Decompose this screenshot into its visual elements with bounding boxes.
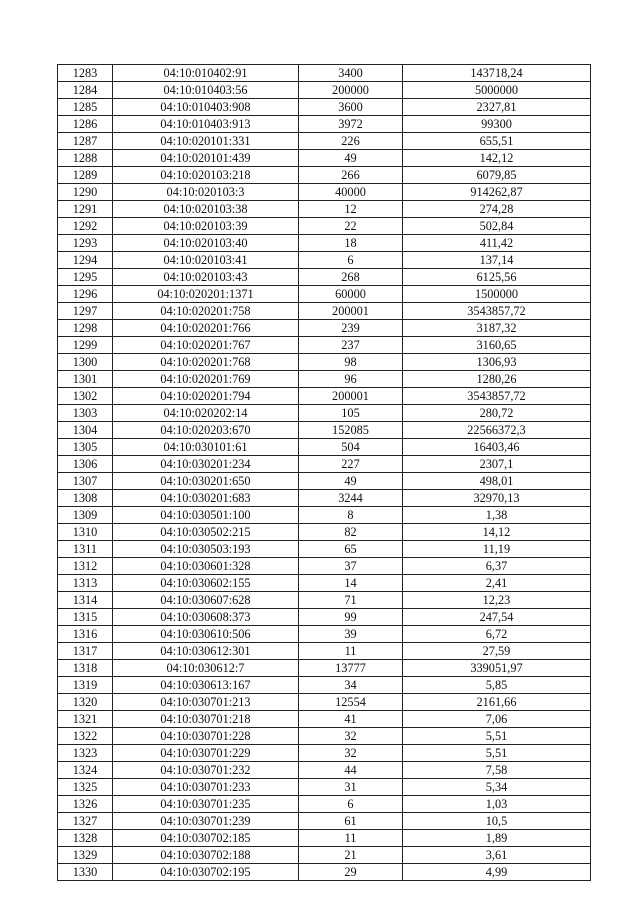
row-number-cell: 1306	[58, 456, 113, 473]
cadastral-number-cell: 04:10:020101:331	[113, 133, 299, 150]
value-cell: 1,38	[403, 507, 591, 524]
quantity-cell: 14	[299, 575, 403, 592]
row-number-cell: 1303	[58, 405, 113, 422]
value-cell: 14,12	[403, 524, 591, 541]
quantity-cell: 32	[299, 728, 403, 745]
row-number-cell: 1328	[58, 830, 113, 847]
quantity-cell: 105	[299, 405, 403, 422]
table-row	[58, 65, 591, 82]
table-row	[58, 847, 591, 864]
quantity-cell: 61	[299, 813, 403, 830]
quantity-cell: 40000	[299, 184, 403, 201]
table-row	[58, 184, 591, 201]
quantity-cell: 12554	[299, 694, 403, 711]
row-number-cell: 1283	[58, 65, 113, 82]
row-number-cell: 1300	[58, 354, 113, 371]
quantity-cell: 39	[299, 626, 403, 643]
cadastral-number-cell: 04:10:020201:758	[113, 303, 299, 320]
cadastral-number-cell: 04:10:020203:670	[113, 422, 299, 439]
row-number-cell: 1304	[58, 422, 113, 439]
table-row	[58, 728, 591, 745]
cadastral-number-cell: 04:10:020103:218	[113, 167, 299, 184]
cadastral-number-cell: 04:10:020201:768	[113, 354, 299, 371]
row-number-cell: 1298	[58, 320, 113, 337]
table-row	[58, 303, 591, 320]
table-row	[58, 252, 591, 269]
value-cell: 498,01	[403, 473, 591, 490]
quantity-cell: 44	[299, 762, 403, 779]
cadastral-number-cell: 04:10:020201:766	[113, 320, 299, 337]
table-row	[58, 711, 591, 728]
value-cell: 1,03	[403, 796, 591, 813]
value-cell: 32970,13	[403, 490, 591, 507]
row-number-cell: 1294	[58, 252, 113, 269]
quantity-cell: 268	[299, 269, 403, 286]
value-cell: 16403,46	[403, 439, 591, 456]
cadastral-number-cell: 04:10:030201:683	[113, 490, 299, 507]
cadastral-number-cell: 04:10:030607:628	[113, 592, 299, 609]
row-number-cell: 1299	[58, 337, 113, 354]
row-number-cell: 1286	[58, 116, 113, 133]
quantity-cell: 6	[299, 796, 403, 813]
row-number-cell: 1320	[58, 694, 113, 711]
quantity-cell: 96	[299, 371, 403, 388]
cadastral-number-cell: 04:10:030701:239	[113, 813, 299, 830]
value-cell: 12,23	[403, 592, 591, 609]
quantity-cell: 266	[299, 167, 403, 184]
value-cell: 137,14	[403, 252, 591, 269]
row-number-cell: 1292	[58, 218, 113, 235]
quantity-cell: 82	[299, 524, 403, 541]
value-cell: 3543857,72	[403, 303, 591, 320]
row-number-cell: 1305	[58, 439, 113, 456]
table-row	[58, 116, 591, 133]
row-number-cell: 1329	[58, 847, 113, 864]
cadastral-number-cell: 04:10:030701:233	[113, 779, 299, 796]
land-registry-table	[57, 64, 591, 881]
value-cell: 142,12	[403, 150, 591, 167]
quantity-cell: 13777	[299, 660, 403, 677]
quantity-cell: 32	[299, 745, 403, 762]
value-cell: 6125,56	[403, 269, 591, 286]
value-cell: 247,54	[403, 609, 591, 626]
quantity-cell: 37	[299, 558, 403, 575]
table-row	[58, 337, 591, 354]
value-cell: 914262,87	[403, 184, 591, 201]
table-row	[58, 456, 591, 473]
row-number-cell: 1307	[58, 473, 113, 490]
value-cell: 2327,81	[403, 99, 591, 116]
quantity-cell: 18	[299, 235, 403, 252]
value-cell: 5,34	[403, 779, 591, 796]
cadastral-number-cell: 04:10:020201:1371	[113, 286, 299, 303]
cadastral-number-cell: 04:10:020103:43	[113, 269, 299, 286]
cadastral-number-cell: 04:10:010403:908	[113, 99, 299, 116]
table-row	[58, 796, 591, 813]
row-number-cell: 1316	[58, 626, 113, 643]
value-cell: 411,42	[403, 235, 591, 252]
row-number-cell: 1310	[58, 524, 113, 541]
quantity-cell: 21	[299, 847, 403, 864]
value-cell: 655,51	[403, 133, 591, 150]
cadastral-number-cell: 04:10:020103:3	[113, 184, 299, 201]
quantity-cell: 227	[299, 456, 403, 473]
cadastral-number-cell: 04:10:030608:373	[113, 609, 299, 626]
table-body	[58, 65, 591, 881]
cadastral-number-cell: 04:10:030201:234	[113, 456, 299, 473]
row-number-cell: 1324	[58, 762, 113, 779]
row-number-cell: 1290	[58, 184, 113, 201]
value-cell: 3543857,72	[403, 388, 591, 405]
cadastral-number-cell: 04:10:030701:213	[113, 694, 299, 711]
value-cell: 5,51	[403, 745, 591, 762]
row-number-cell: 1313	[58, 575, 113, 592]
row-number-cell: 1322	[58, 728, 113, 745]
row-number-cell: 1317	[58, 643, 113, 660]
table-row	[58, 82, 591, 99]
quantity-cell: 152085	[299, 422, 403, 439]
cadastral-number-cell: 04:10:020201:794	[113, 388, 299, 405]
quantity-cell: 239	[299, 320, 403, 337]
table-row	[58, 320, 591, 337]
value-cell: 502,84	[403, 218, 591, 235]
table-row	[58, 524, 591, 541]
row-number-cell: 1302	[58, 388, 113, 405]
cadastral-number-cell: 04:10:030701:232	[113, 762, 299, 779]
row-number-cell: 1323	[58, 745, 113, 762]
quantity-cell: 31	[299, 779, 403, 796]
row-number-cell: 1295	[58, 269, 113, 286]
value-cell: 1280,26	[403, 371, 591, 388]
quantity-cell: 34	[299, 677, 403, 694]
quantity-cell: 65	[299, 541, 403, 558]
quantity-cell: 49	[299, 150, 403, 167]
row-number-cell: 1314	[58, 592, 113, 609]
table-row	[58, 405, 591, 422]
value-cell: 5,85	[403, 677, 591, 694]
cadastral-number-cell: 04:10:010402:91	[113, 65, 299, 82]
value-cell: 99300	[403, 116, 591, 133]
value-cell: 1,89	[403, 830, 591, 847]
table-row	[58, 371, 591, 388]
row-number-cell: 1319	[58, 677, 113, 694]
quantity-cell: 60000	[299, 286, 403, 303]
cadastral-number-cell: 04:10:030701:228	[113, 728, 299, 745]
quantity-cell: 11	[299, 643, 403, 660]
cadastral-number-cell: 04:10:010403:913	[113, 116, 299, 133]
cadastral-number-cell: 04:10:030612:7	[113, 660, 299, 677]
table-row	[58, 473, 591, 490]
value-cell: 274,28	[403, 201, 591, 218]
row-number-cell: 1291	[58, 201, 113, 218]
row-number-cell: 1321	[58, 711, 113, 728]
value-cell: 2,41	[403, 575, 591, 592]
cadastral-number-cell: 04:10:020101:439	[113, 150, 299, 167]
table-row	[58, 864, 591, 881]
table-row	[58, 626, 591, 643]
quantity-cell: 98	[299, 354, 403, 371]
value-cell: 5,51	[403, 728, 591, 745]
table-row	[58, 218, 591, 235]
table-row	[58, 609, 591, 626]
table-row	[58, 490, 591, 507]
table-row	[58, 745, 591, 762]
cadastral-number-cell: 04:10:030701:229	[113, 745, 299, 762]
cadastral-number-cell: 04:10:030612:301	[113, 643, 299, 660]
value-cell: 280,72	[403, 405, 591, 422]
table-row	[58, 779, 591, 796]
table-row	[58, 439, 591, 456]
table-row	[58, 133, 591, 150]
value-cell: 2161,66	[403, 694, 591, 711]
row-number-cell: 1289	[58, 167, 113, 184]
value-cell: 3160,65	[403, 337, 591, 354]
table-row	[58, 558, 591, 575]
row-number-cell: 1318	[58, 660, 113, 677]
quantity-cell: 29	[299, 864, 403, 881]
cadastral-number-cell: 04:10:020103:41	[113, 252, 299, 269]
cadastral-number-cell: 04:10:030701:218	[113, 711, 299, 728]
row-number-cell: 1293	[58, 235, 113, 252]
quantity-cell: 8	[299, 507, 403, 524]
table-row	[58, 235, 591, 252]
cadastral-number-cell: 04:10:030610:506	[113, 626, 299, 643]
value-cell: 27,59	[403, 643, 591, 660]
value-cell: 6,37	[403, 558, 591, 575]
value-cell: 5000000	[403, 82, 591, 99]
table-row	[58, 269, 591, 286]
cadastral-number-cell: 04:10:010403:56	[113, 82, 299, 99]
quantity-cell: 200001	[299, 388, 403, 405]
quantity-cell: 71	[299, 592, 403, 609]
row-number-cell: 1296	[58, 286, 113, 303]
cadastral-number-cell: 04:10:030501:100	[113, 507, 299, 524]
value-cell: 11,19	[403, 541, 591, 558]
table-row	[58, 813, 591, 830]
row-number-cell: 1288	[58, 150, 113, 167]
quantity-cell: 200000	[299, 82, 403, 99]
quantity-cell: 6	[299, 252, 403, 269]
table-row	[58, 167, 591, 184]
value-cell: 143718,24	[403, 65, 591, 82]
row-number-cell: 1312	[58, 558, 113, 575]
cadastral-number-cell: 04:10:030602:155	[113, 575, 299, 592]
cadastral-number-cell: 04:10:020201:767	[113, 337, 299, 354]
value-cell: 1500000	[403, 286, 591, 303]
row-number-cell: 1308	[58, 490, 113, 507]
table-row	[58, 150, 591, 167]
value-cell: 10,5	[403, 813, 591, 830]
table-row	[58, 575, 591, 592]
table-row	[58, 762, 591, 779]
quantity-cell: 12	[299, 201, 403, 218]
table-row	[58, 354, 591, 371]
row-number-cell: 1285	[58, 99, 113, 116]
value-cell: 4,99	[403, 864, 591, 881]
cadastral-number-cell: 04:10:030613:167	[113, 677, 299, 694]
cadastral-number-cell: 04:10:030502:215	[113, 524, 299, 541]
quantity-cell: 49	[299, 473, 403, 490]
row-number-cell: 1309	[58, 507, 113, 524]
quantity-cell: 504	[299, 439, 403, 456]
value-cell: 3187,32	[403, 320, 591, 337]
row-number-cell: 1315	[58, 609, 113, 626]
row-number-cell: 1325	[58, 779, 113, 796]
row-number-cell: 1297	[58, 303, 113, 320]
quantity-cell: 237	[299, 337, 403, 354]
table-row	[58, 643, 591, 660]
value-cell: 6079,85	[403, 167, 591, 184]
cadastral-number-cell: 04:10:020103:40	[113, 235, 299, 252]
cadastral-number-cell: 04:10:020202:14	[113, 405, 299, 422]
value-cell: 22566372,3	[403, 422, 591, 439]
row-number-cell: 1284	[58, 82, 113, 99]
quantity-cell: 11	[299, 830, 403, 847]
quantity-cell: 226	[299, 133, 403, 150]
quantity-cell: 3600	[299, 99, 403, 116]
quantity-cell: 99	[299, 609, 403, 626]
cadastral-number-cell: 04:10:020103:38	[113, 201, 299, 218]
value-cell: 339051,97	[403, 660, 591, 677]
table-row	[58, 592, 591, 609]
table-row	[58, 694, 591, 711]
table-row	[58, 677, 591, 694]
row-number-cell: 1326	[58, 796, 113, 813]
quantity-cell: 41	[299, 711, 403, 728]
quantity-cell: 3400	[299, 65, 403, 82]
cadastral-number-cell: 04:10:020201:769	[113, 371, 299, 388]
table-row	[58, 830, 591, 847]
row-number-cell: 1287	[58, 133, 113, 150]
row-number-cell: 1330	[58, 864, 113, 881]
row-number-cell: 1311	[58, 541, 113, 558]
table-row	[58, 388, 591, 405]
cadastral-number-cell: 04:10:030701:235	[113, 796, 299, 813]
value-cell: 2307,1	[403, 456, 591, 473]
row-number-cell: 1327	[58, 813, 113, 830]
cadastral-number-cell: 04:10:030101:61	[113, 439, 299, 456]
quantity-cell: 3972	[299, 116, 403, 133]
value-cell: 1306,93	[403, 354, 591, 371]
cadastral-number-cell: 04:10:030702:195	[113, 864, 299, 881]
quantity-cell: 3244	[299, 490, 403, 507]
row-number-cell: 1301	[58, 371, 113, 388]
table-row	[58, 507, 591, 524]
cadastral-number-cell: 04:10:030702:188	[113, 847, 299, 864]
table-row	[58, 286, 591, 303]
value-cell: 7,06	[403, 711, 591, 728]
value-cell: 6,72	[403, 626, 591, 643]
table-row	[58, 99, 591, 116]
quantity-cell: 22	[299, 218, 403, 235]
table-row	[58, 201, 591, 218]
value-cell: 7,58	[403, 762, 591, 779]
table-row	[58, 660, 591, 677]
table-row	[58, 541, 591, 558]
cadastral-number-cell: 04:10:030601:328	[113, 558, 299, 575]
cadastral-number-cell: 04:10:020103:39	[113, 218, 299, 235]
table-row	[58, 422, 591, 439]
cadastral-number-cell: 04:10:030201:650	[113, 473, 299, 490]
cadastral-number-cell: 04:10:030503:193	[113, 541, 299, 558]
value-cell: 3,61	[403, 847, 591, 864]
cadastral-number-cell: 04:10:030702:185	[113, 830, 299, 847]
quantity-cell: 200001	[299, 303, 403, 320]
